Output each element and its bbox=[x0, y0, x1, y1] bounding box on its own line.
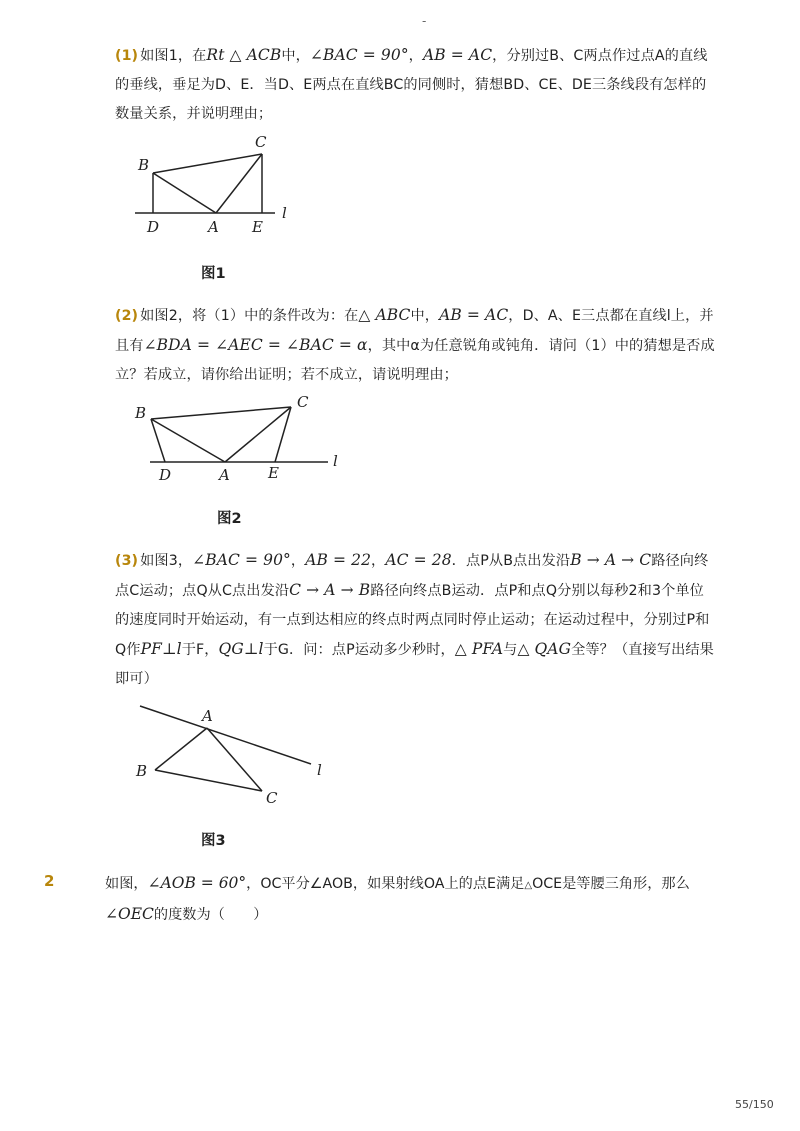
q2-m2: ∠OEC bbox=[105, 905, 154, 923]
fig1-label-A: A bbox=[208, 218, 219, 236]
part-2-text bbox=[115, 301, 715, 390]
fig3-label-A: A bbox=[202, 707, 213, 725]
part-3-t3: ， bbox=[371, 553, 386, 569]
part-2-t2: 中， bbox=[410, 308, 440, 324]
fig2-label-A: A bbox=[219, 466, 230, 484]
part-1-t1: 如图1，在 bbox=[140, 48, 207, 64]
part-1-m1: Rt △ ACB bbox=[206, 46, 282, 64]
fig1-label-C: C bbox=[255, 133, 267, 151]
part-2-t1: 如图2，将（1）中的条件改为：在 bbox=[140, 308, 359, 324]
part-3-t9: 与 bbox=[503, 642, 518, 658]
figure-1-caption: 图1 bbox=[201, 266, 226, 282]
part-3-t8: 于G．问：点P运动多少秒时， bbox=[263, 642, 455, 658]
header-mark: - bbox=[422, 14, 427, 28]
part-3-number: (3) bbox=[115, 553, 139, 569]
part-2-number: (2) bbox=[115, 308, 139, 324]
page-number: 55/150 bbox=[735, 1098, 774, 1111]
part-3-m9: △ QAG bbox=[517, 640, 572, 658]
part-3-t2: ， bbox=[290, 553, 306, 569]
part-3-m7: QG⊥l bbox=[218, 640, 264, 658]
part-3-m4: B → A → C bbox=[570, 551, 652, 569]
fig1-label-D: D bbox=[147, 218, 160, 236]
part-3-t10: 全等？（直接写出结果即可） bbox=[115, 642, 714, 687]
part-1-t2: 中， bbox=[281, 48, 310, 64]
part-3-m8: △ PFA bbox=[454, 640, 504, 658]
part-1-m2: ∠BAC = 90° bbox=[309, 46, 409, 64]
part-2-t4: ，其中α为任意锐角或钝角．请问（1）中的猜想是否成立？若成立，请你给出证明；若不成立，请说明理由； bbox=[115, 338, 715, 383]
fig2-label-B: B bbox=[135, 404, 147, 422]
part-3-t1: 如图3， bbox=[140, 553, 193, 569]
part-2-t3: ，D、A、E三点都在直线l上，并且有 bbox=[115, 308, 714, 354]
part-3-text bbox=[115, 546, 715, 694]
question-2-text bbox=[105, 869, 725, 930]
part-1-t4: ，分别过B、C两点作过点A的直线的垂线，垂足为D、E．当D、E两点在直线BC的同侧时，猜想BD、CE、DE三条线段有怎样的数量关系，并说明理由； bbox=[115, 48, 708, 122]
figure-1 bbox=[125, 130, 305, 240]
fig2-label-l: l bbox=[333, 452, 338, 470]
fig2-label-C: C bbox=[297, 393, 309, 411]
part-3-m3: AC = 28 bbox=[385, 551, 452, 569]
q2-triangle-symbol: △ bbox=[524, 880, 533, 891]
part-2-m3: ∠BDA = ∠AEC = ∠BAC = α bbox=[143, 336, 368, 354]
fig3-label-l: l bbox=[317, 761, 322, 779]
q2-t1: 如图， bbox=[105, 876, 148, 892]
part-1-text bbox=[115, 41, 715, 129]
question-2-number: 2 bbox=[44, 872, 55, 890]
part-1-m3: AB = AC bbox=[422, 46, 493, 64]
part-3-m5: C → A → B bbox=[289, 581, 371, 599]
q2-t2: ，OC平分∠AOB，如果射线OA上的点E满足 bbox=[246, 876, 525, 892]
fig3-label-C: C bbox=[266, 789, 278, 807]
part-3-m1: ∠BAC = 90° bbox=[192, 551, 291, 569]
figure-2-caption: 图2 bbox=[217, 511, 242, 527]
part-3-t7: 于F， bbox=[181, 642, 219, 658]
fig3-label-B: B bbox=[136, 762, 148, 780]
part-3-t5: 路径向终点C运动；点Q从C点出发沿 bbox=[115, 553, 709, 599]
figure-2 bbox=[125, 392, 355, 492]
fig2-label-D: D bbox=[159, 466, 172, 484]
q2-t4: OCE是等腰三角形，那么 bbox=[532, 876, 690, 892]
part-1-t3: ， bbox=[408, 48, 423, 64]
part-3-m6: PF⊥l bbox=[140, 640, 182, 658]
q2-t5: 的度数为（ ） bbox=[153, 907, 268, 923]
part-3-m2: AB = 22 bbox=[305, 551, 372, 569]
part-2-m2: AB = AC bbox=[439, 306, 509, 324]
part-1-number: (1) bbox=[115, 48, 139, 64]
figure-3 bbox=[125, 700, 335, 810]
fig1-label-B: B bbox=[138, 156, 150, 174]
fig1-label-E: E bbox=[252, 218, 263, 236]
figure-3-caption: 图3 bbox=[201, 833, 226, 849]
fig1-label-l: l bbox=[282, 204, 287, 222]
fig2-label-E: E bbox=[268, 464, 279, 482]
part-3-t6: 路径向终点B运动．点P和点Q分别以每秒2和3个单位的速度同时开始运动，有一点到达相应的终点时两点同时停止运动；在运动过程中，分别过P和Q作 bbox=[115, 583, 710, 658]
q2-m1: ∠AOB = 60° bbox=[147, 874, 247, 892]
part-3-t4: ．点P从B点出发沿 bbox=[451, 553, 571, 569]
part-2-m1: △ ABC bbox=[358, 306, 411, 324]
